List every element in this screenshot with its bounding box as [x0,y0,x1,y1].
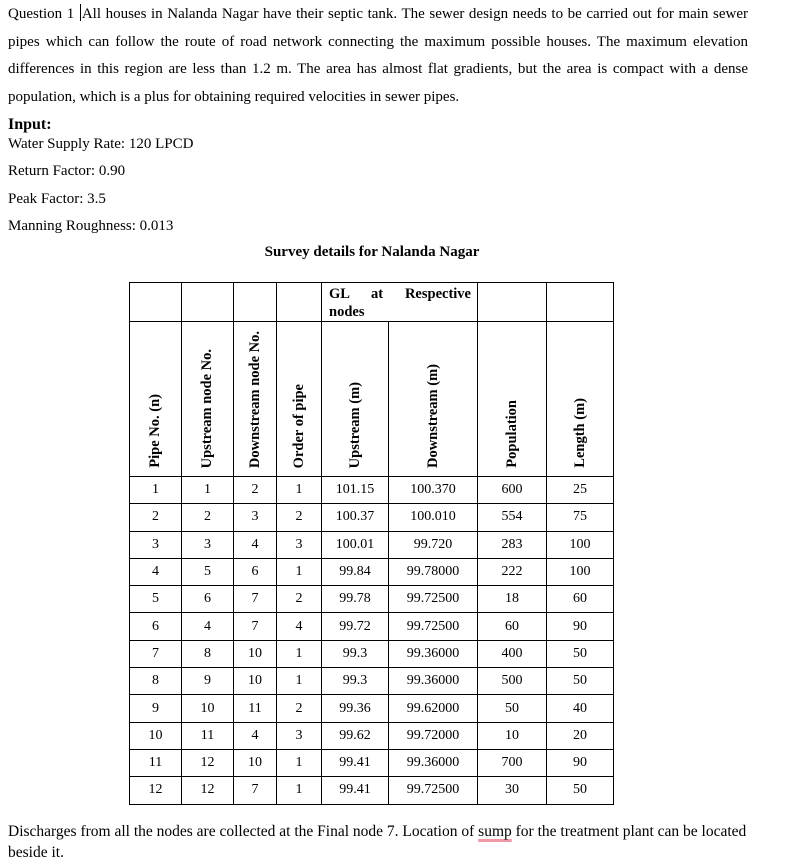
table-cell: 99.72 [322,613,389,640]
table-cell: 7 [234,586,277,613]
table-cell: 12 [130,777,182,804]
table-row [130,695,614,722]
table-cell: 7 [234,777,277,804]
table-cell: 99.36000 [389,749,478,776]
table-cell: 3 [130,531,182,558]
table-cell: 50 [478,695,547,722]
table-cell: 10 [234,749,277,776]
table-cell: 6 [234,558,277,585]
table-cell: 8 [130,668,182,695]
table-cell: 10 [130,722,182,749]
table-cell: 99.36000 [389,640,478,667]
table-cell: 1 [277,477,322,504]
table-cell: 99.3 [322,640,389,667]
table-cell: 222 [478,558,547,585]
table-cell: 99.720 [389,531,478,558]
table-cell: 101.15 [322,477,389,504]
footer-paragraph [8,821,768,863]
table-row [130,777,614,804]
header-blank [277,283,322,322]
table-cell: 90 [547,613,614,640]
table-cell: 1 [277,558,322,585]
table-cell: 2 [277,695,322,722]
table-cell: 400 [478,640,547,667]
table-cell: 50 [547,640,614,667]
table-cell: 4 [182,613,234,640]
input-heading: Input: [8,116,52,133]
survey-table [129,282,614,805]
table-cell: 99.62 [322,722,389,749]
table-cell: 99.41 [322,749,389,776]
table-cell: 99.84 [322,558,389,585]
table-cell: 9 [182,668,234,695]
table-cell: 60 [478,613,547,640]
question-paragraph [8,1,748,111]
table-cell: 4 [234,722,277,749]
table-cell: 99.41 [322,777,389,804]
col-pipe-no: Pipe No. (n) [130,322,182,477]
table-cell: 99.36000 [389,668,478,695]
water-supply-rate: Water Supply Rate: 120 LPCD [8,136,194,152]
text-cursor [80,4,81,21]
question-label: Question 1 [8,6,75,22]
col-order-of-pipe: Order of pipe [277,322,322,477]
header-blank [234,283,277,322]
table-cell: 2 [182,504,234,531]
table-cell: 11 [182,722,234,749]
table-cell: 50 [547,777,614,804]
table-cell: 7 [234,613,277,640]
table-cell: 100.370 [389,477,478,504]
table-cell: 40 [547,695,614,722]
header-blank [547,283,614,322]
table-cell: 1 [277,640,322,667]
table-cell: 1 [277,668,322,695]
table-cell: 7 [130,640,182,667]
table-cell: 1 [130,477,182,504]
manning-roughness: Manning Roughness: 0.013 [8,218,174,234]
table-cell: 2 [277,586,322,613]
table-row [130,531,614,558]
table-cell: 6 [130,613,182,640]
table-cell: 5 [130,586,182,613]
table-cell: 25 [547,477,614,504]
table-cell: 99.62000 [389,695,478,722]
table-cell: 283 [478,531,547,558]
table-cell: 18 [478,586,547,613]
table-cell: 90 [547,749,614,776]
table-cell: 99.72000 [389,722,478,749]
table-cell: 4 [277,613,322,640]
table-cell: 10 [478,722,547,749]
footer-text-1: Discharges from all the nodes are collected at the Final node 7. Location of [8,823,479,840]
table-cell: 3 [234,504,277,531]
footer-text-2: for the treatment plant can be located beside it. [8,823,747,861]
table-cell: 3 [277,531,322,558]
table-cell: 1 [182,477,234,504]
table-row [130,640,614,667]
table-row [130,722,614,749]
table-cell: 554 [478,504,547,531]
table-cell: 50 [547,668,614,695]
table-row [130,477,614,504]
table-cell: 100 [547,531,614,558]
return-factor: Return Factor: 0.90 [8,163,126,179]
col-upstream-node: Upstream node No. [182,322,234,477]
col-gl-upstream: Upstream (m) [322,322,389,477]
col-population: Population [478,322,547,477]
table-cell: 1 [277,749,322,776]
table-cell: 8 [182,640,234,667]
spellcheck-word[interactable]: sump [478,823,512,840]
table-cell: 30 [478,777,547,804]
table-row [130,504,614,531]
question-text: All houses in Nalanda Nagar have their septic tank. The sewer design needs to be carried out for main sewer pipes which can follow the route of road network connecting the maximum possible houses. The maximum elevation differences in this region are less than 1.2 m. The area has almost flat gradients, but the area is compact with a dense population, which is a plus for obtaining required velocities in sewer pipes. [8,6,748,105]
table-cell: 99.36 [322,695,389,722]
header-blank [182,283,234,322]
table-cell: 5 [182,558,234,585]
col-length: Length (m) [547,322,614,477]
table-cell: 2 [130,504,182,531]
table-row [130,558,614,585]
table-cell: 20 [547,722,614,749]
table-cell: 500 [478,668,547,695]
table-cell: 2 [277,504,322,531]
table-cell: 700 [478,749,547,776]
peak-factor: Peak Factor: 3.5 [8,191,106,207]
table-cell: 9 [130,695,182,722]
table-cell: 2 [234,477,277,504]
table-row [130,613,614,640]
table-cell: 4 [234,531,277,558]
table-cell: 99.78000 [389,558,478,585]
table-cell: 99.3 [322,668,389,695]
table-caption: Survey details for Nalanda Nagar [264,244,480,260]
header-blank [130,283,182,322]
table-cell: 3 [277,722,322,749]
table-cell: 99.72500 [389,777,478,804]
table-cell: 10 [234,668,277,695]
table-cell: 12 [182,749,234,776]
header-blank [478,283,547,322]
table-cell: 600 [478,477,547,504]
table-row [130,749,614,776]
table-cell: 60 [547,586,614,613]
table-cell: 100 [547,558,614,585]
table-cell: 10 [182,695,234,722]
table-cell: 6 [182,586,234,613]
table-cell: 4 [130,558,182,585]
table-cell: 10 [234,640,277,667]
table-cell: 100.37 [322,504,389,531]
table-cell: 11 [130,749,182,776]
table-cell: 75 [547,504,614,531]
col-downstream-node: Downstream node No. [234,322,277,477]
table-cell: 1 [277,777,322,804]
table-cell: 3 [182,531,234,558]
table-cell: 99.78 [322,586,389,613]
table-row [130,668,614,695]
table-cell: 12 [182,777,234,804]
table-cell: 99.72500 [389,613,478,640]
col-gl-downstream: Downstream (m) [389,322,478,477]
table-cell: 100.010 [389,504,478,531]
table-cell: 99.72500 [389,586,478,613]
table-cell: 100.01 [322,531,389,558]
table-cell: 11 [234,695,277,722]
table-row [130,586,614,613]
gl-group-header: GL at Respective nodes [322,283,478,322]
